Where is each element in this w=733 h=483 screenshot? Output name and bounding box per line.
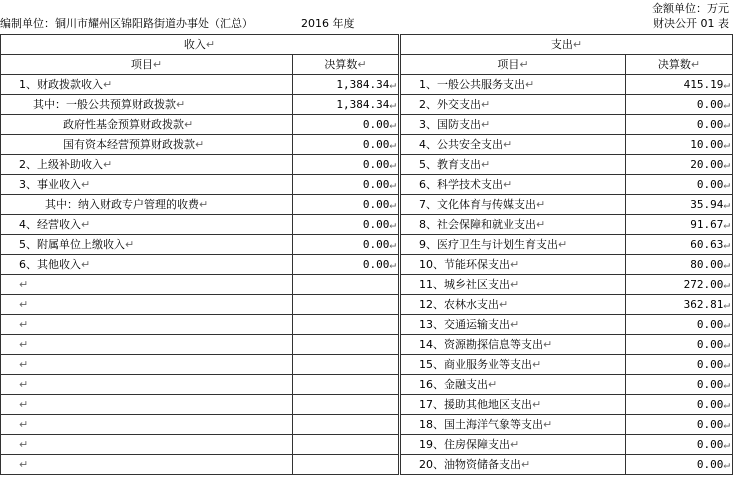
expense-item-amount: 272.00↵ bbox=[626, 275, 733, 295]
expense-item-name: 17、援助其他地区支出↵ bbox=[400, 395, 626, 415]
income-item-name: ↵ bbox=[1, 415, 293, 435]
income-item-name: ↵ bbox=[1, 315, 293, 335]
expense-item-amount: 0.00↵ bbox=[626, 375, 733, 395]
form-code-label: 财决公开 01 表 bbox=[653, 17, 729, 30]
expense-item-amount: 0.00↵ bbox=[626, 435, 733, 455]
income-item-amount: 0.00↵ bbox=[293, 175, 400, 195]
income-item-name: ↵ bbox=[1, 455, 293, 475]
income-item-amount: 0.00↵ bbox=[293, 195, 400, 215]
table-row bbox=[1, 295, 733, 315]
table-row bbox=[1, 155, 733, 175]
table-row bbox=[1, 395, 733, 415]
income-item-amount bbox=[293, 335, 400, 355]
expense-item-name: 15、商业服务业等支出↵ bbox=[400, 355, 626, 375]
expense-item-amount: 0.00↵ bbox=[626, 395, 733, 415]
income-item-name: ↵ bbox=[1, 435, 293, 455]
expense-item-name: 6、科学技术支出↵ bbox=[400, 175, 626, 195]
expense-item-name: 2、外交支出↵ bbox=[400, 95, 626, 115]
income-item-name: 其中：一般公共预算财政拨款↵ bbox=[1, 95, 293, 115]
expense-item-name: 13、交通运输支出↵ bbox=[400, 315, 626, 335]
table-row bbox=[1, 235, 733, 255]
expense-item-amount: 0.00↵ bbox=[626, 335, 733, 355]
income-item-name: ↵ bbox=[1, 395, 293, 415]
expense-item-name: 16、金融支出↵ bbox=[400, 375, 626, 395]
expense-item-amount: 362.81↵ bbox=[626, 295, 733, 315]
income-item-amount: 0.00↵ bbox=[293, 255, 400, 275]
table-row bbox=[1, 75, 733, 95]
income-item-name: 6、其他收入↵ bbox=[1, 255, 293, 275]
table-row bbox=[1, 415, 733, 435]
fiscal-year-label: 2016 年度 bbox=[301, 17, 355, 30]
expense-item-amount: 415.19↵ bbox=[626, 75, 733, 95]
table-row bbox=[1, 215, 733, 235]
table-row bbox=[1, 175, 733, 195]
income-item-amount bbox=[293, 375, 400, 395]
income-item-amount bbox=[293, 415, 400, 435]
income-item-name: ↵ bbox=[1, 275, 293, 295]
income-item-name: 5、附属单位上缴收入↵ bbox=[1, 235, 293, 255]
expense-item-name: 9、医疗卫生与计划生育支出↵ bbox=[400, 235, 626, 255]
income-item-amount: 0.00↵ bbox=[293, 115, 400, 135]
income-item-name: 1、财政拨款收入↵ bbox=[1, 75, 293, 95]
expense-item-name: 20、油物资储备支出↵ bbox=[400, 455, 626, 475]
expense-item-amount: 0.00↵ bbox=[626, 115, 733, 135]
budget-table bbox=[0, 34, 733, 475]
income-item-amount bbox=[293, 455, 400, 475]
income-item-amount bbox=[293, 355, 400, 375]
expense-item-amount: 10.00↵ bbox=[626, 135, 733, 155]
income-item-amount: 0.00↵ bbox=[293, 215, 400, 235]
income-amount-header: 决算数↵ bbox=[293, 55, 400, 75]
table-row bbox=[1, 135, 733, 155]
expense-item-amount: 0.00↵ bbox=[626, 355, 733, 375]
income-item-name: 4、经营收入↵ bbox=[1, 215, 293, 235]
income-item-name: 3、事业收入↵ bbox=[1, 175, 293, 195]
expense-item-amount: 60.63↵ bbox=[626, 235, 733, 255]
income-item-name: 政府性基金预算财政拨款↵ bbox=[1, 115, 293, 135]
income-item-amount bbox=[293, 295, 400, 315]
table-row bbox=[1, 255, 733, 275]
expense-item-amount: 0.00↵ bbox=[626, 95, 733, 115]
income-item-name: 国有资本经营预算财政拨款↵ bbox=[1, 135, 293, 155]
table-row bbox=[1, 375, 733, 395]
income-item-header: 项目↵ bbox=[1, 55, 293, 75]
table-row bbox=[1, 455, 733, 475]
expense-section-title: 支出↵ bbox=[400, 35, 733, 55]
expense-item-header: 项目↵ bbox=[400, 55, 626, 75]
table-row bbox=[1, 315, 733, 335]
expense-item-amount: 0.00↵ bbox=[626, 175, 733, 195]
expense-item-name: 7、文化体育与传媒支出↵ bbox=[400, 195, 626, 215]
income-item-name: ↵ bbox=[1, 335, 293, 355]
income-item-name: 2、上级补助收入↵ bbox=[1, 155, 293, 175]
table-row bbox=[1, 435, 733, 455]
org-label: 编制单位：铜川市耀州区锦阳路街道办事处（汇总） bbox=[0, 17, 253, 30]
expense-item-name: 11、城乡社区支出↵ bbox=[400, 275, 626, 295]
expense-item-amount: 20.00↵ bbox=[626, 155, 733, 175]
expense-item-name: 18、国土海洋气象等支出↵ bbox=[400, 415, 626, 435]
table-row bbox=[1, 355, 733, 375]
income-item-amount: 0.00↵ bbox=[293, 135, 400, 155]
expense-item-amount: 35.94↵ bbox=[626, 195, 733, 215]
expense-item-name: 10、节能环保支出↵ bbox=[400, 255, 626, 275]
expense-item-amount: 0.00↵ bbox=[626, 455, 733, 475]
income-item-amount: 0.00↵ bbox=[293, 155, 400, 175]
expense-item-amount: 0.00↵ bbox=[626, 315, 733, 335]
expense-amount-header: 决算数↵ bbox=[626, 55, 733, 75]
expense-item-name: 5、教育支出↵ bbox=[400, 155, 626, 175]
expense-item-name: 19、住房保障支出↵ bbox=[400, 435, 626, 455]
income-item-amount bbox=[293, 275, 400, 295]
table-column-header-row bbox=[1, 55, 733, 75]
expense-item-name: 12、农林水支出↵ bbox=[400, 295, 626, 315]
expense-item-name: 8、社会保障和就业支出↵ bbox=[400, 215, 626, 235]
table-row bbox=[1, 335, 733, 355]
table-row bbox=[1, 275, 733, 295]
table-row bbox=[1, 195, 733, 215]
expense-item-name: 3、国防支出↵ bbox=[400, 115, 626, 135]
table-row bbox=[1, 95, 733, 115]
income-item-name: ↵ bbox=[1, 375, 293, 395]
income-item-name: ↵ bbox=[1, 295, 293, 315]
income-item-amount bbox=[293, 435, 400, 455]
income-section-title: 收入↵ bbox=[1, 35, 400, 55]
income-item-name: ↵ bbox=[1, 355, 293, 375]
income-item-amount: 1,384.34↵ bbox=[293, 95, 400, 115]
expense-item-amount: 80.00↵ bbox=[626, 255, 733, 275]
income-item-amount: 0.00↵ bbox=[293, 235, 400, 255]
income-item-amount bbox=[293, 395, 400, 415]
income-item-amount: 1,384.34↵ bbox=[293, 75, 400, 95]
expense-item-name: 1、一般公共服务支出↵ bbox=[400, 75, 626, 95]
income-item-name: 其中：纳入财政专户管理的收费↵ bbox=[1, 195, 293, 215]
amount-unit-label: 金额单位：万元 bbox=[652, 2, 729, 15]
expense-item-amount: 0.00↵ bbox=[626, 415, 733, 435]
table-row bbox=[1, 115, 733, 135]
income-item-amount bbox=[293, 315, 400, 335]
expense-item-amount: 91.67↵ bbox=[626, 215, 733, 235]
table-section-header-row bbox=[1, 35, 733, 55]
expense-item-name: 4、公共安全支出↵ bbox=[400, 135, 626, 155]
org-info bbox=[0, 17, 355, 31]
expense-item-name: 14、资源勘探信息等支出↵ bbox=[400, 335, 626, 355]
